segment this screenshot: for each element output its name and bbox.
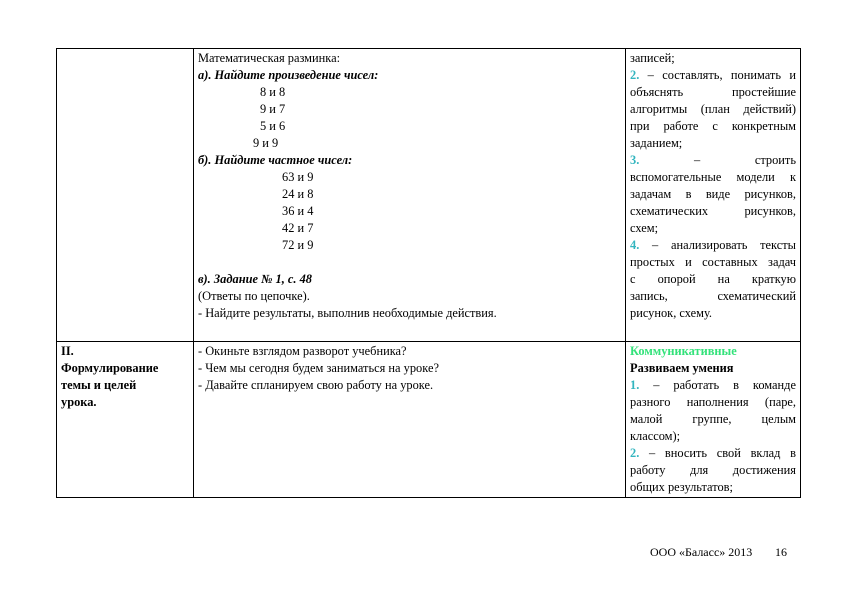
item-number: 1. xyxy=(630,378,640,392)
task-c-title: в). Задание № 1, с. 48 xyxy=(198,272,312,286)
stage-label: Формулирование xyxy=(61,361,159,375)
task-a-item: 9 и 9 xyxy=(253,136,279,150)
skills-text: малой группе, целым xyxy=(630,412,796,426)
item-number: 4. xyxy=(630,238,640,252)
stage-label: темы и целей xyxy=(61,378,137,392)
task-a-item: 9 и 7 xyxy=(260,102,286,116)
task-a-item: 8 и 8 xyxy=(260,85,286,99)
skills-text: запись, схематический xyxy=(630,289,796,303)
skills-text: с опорой на краткую xyxy=(630,272,796,286)
skills-text: алгоритмы (план действий) xyxy=(630,102,796,116)
task-b-item: 63 и 9 xyxy=(282,170,314,184)
skill-item-3: 3. – строить xyxy=(630,153,796,167)
task-b-item: 24 и 8 xyxy=(282,187,314,201)
task-b-item: 42 и 7 xyxy=(282,221,314,235)
page-number: 16 xyxy=(775,545,787,559)
skills-text: общих результатов; xyxy=(630,480,733,494)
activity-line: - Окиньте взглядом разворот учебника? xyxy=(198,344,407,358)
skill-item-2: 2. – составлять, понимать и xyxy=(630,68,796,82)
table-row xyxy=(57,342,801,498)
skills-text: при работе с конкретным xyxy=(630,119,796,133)
task-b-item: 72 и 9 xyxy=(282,238,314,252)
item-number: 3. xyxy=(630,153,640,167)
skills-cell xyxy=(626,49,801,342)
stage-number: II. xyxy=(61,344,74,358)
skills-text: объяснять простейшие xyxy=(630,85,796,99)
skill-category: Коммуникативные xyxy=(630,344,737,358)
item-number: 2. xyxy=(630,446,640,460)
skill-item-4: 4. – анализировать тексты xyxy=(630,238,796,252)
skills-cell xyxy=(626,342,801,498)
task-a-item: 5 и 6 xyxy=(260,119,286,133)
activity-line: - Давайте спланируем свою работу на уроке. xyxy=(198,378,434,392)
task-c-instruction: - Найдите результаты, выполнив необходимые действия. xyxy=(198,306,497,320)
task-b-title: б). Найдите частное чисел: xyxy=(198,153,353,167)
activity-cell xyxy=(194,342,626,498)
activity-line: - Чем мы сегодня будем заниматься на уроке? xyxy=(198,361,439,375)
skill-item-2: 2. – вносить свой вклад в xyxy=(630,446,796,460)
activity-cell xyxy=(194,49,626,342)
item-number: 2. xyxy=(630,68,640,82)
stage-cell xyxy=(57,49,194,342)
skills-heading: Развиваем умения xyxy=(630,361,734,375)
lesson-table xyxy=(56,48,801,498)
task-b-item: 36 и 4 xyxy=(282,204,314,218)
stage-label: урока. xyxy=(61,395,97,409)
skills-text: вспомогательные модели к xyxy=(630,170,796,184)
skills-text: заданием; xyxy=(630,136,683,150)
stage-cell xyxy=(57,342,194,498)
skills-text: записей; xyxy=(630,51,675,65)
warmup-title: Математическая разминка: xyxy=(198,51,341,65)
skills-text: классом); xyxy=(630,429,681,443)
footer-publisher: ООО «Баласс» 2013 xyxy=(650,545,753,559)
table-row xyxy=(57,49,801,342)
skills-text: схематических рисунков, xyxy=(630,204,796,218)
skills-text: разного наполнения (паре, xyxy=(630,395,796,409)
task-a-title: а). Найдите произведение чисел: xyxy=(198,68,379,82)
skills-text: схем; xyxy=(630,221,659,235)
skills-text: задачам в виде рисунков, xyxy=(630,187,796,201)
skills-text: работу для достижения xyxy=(630,463,796,477)
task-c-note: (Ответы по цепочке). xyxy=(198,289,310,303)
skill-item-1: 1. – работать в команде xyxy=(630,378,796,392)
skills-text: простых и составных задач xyxy=(630,255,796,269)
skills-text: рисунок, схему. xyxy=(630,306,713,320)
